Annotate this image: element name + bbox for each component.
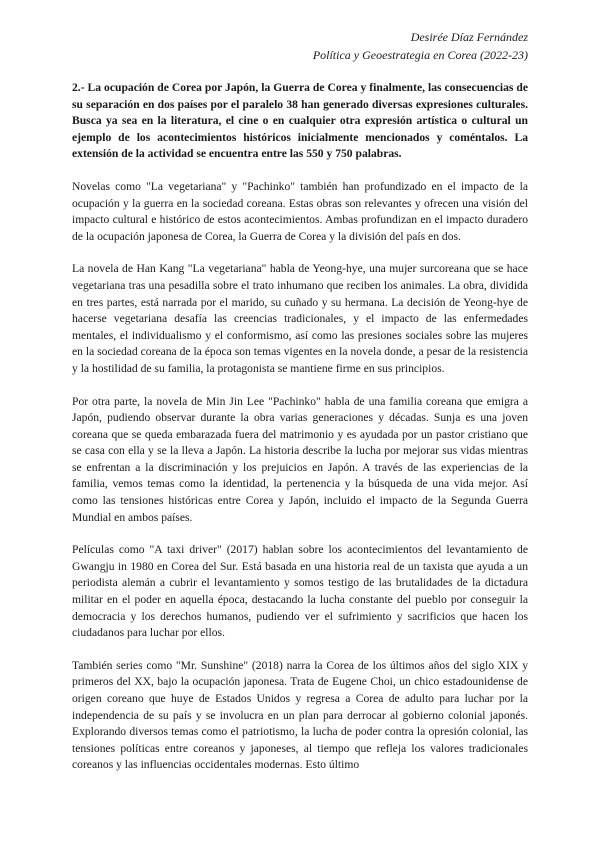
author-name: Desirée Díaz Fernández — [410, 30, 528, 44]
paragraph-intro: Novelas como "La vegetariana" y "Pachinko" también han profundizado en el impacto de la ocupación y la guerra en la sociedad coreana. Estas obras son relevantes y ofrecen una visión del impacto cultural e histórico de estos acontecimientos. Ambas profundizan en el impacto duradero de la ocupación japonesa de Corea, la Guerra de Corea y la división del país en dos. — [72, 179, 528, 243]
course-title: Política y Geoestrategia en Corea (2022-23) — [312, 48, 528, 62]
page-header — [72, 28, 528, 64]
assignment-question: 2.- La ocupación de Corea por Japón, la Guerra de Corea y finalmente, las consecuencias de su separación en dos países por el paralelo 38 han generado diversas expresiones culturales. Busca ya sea en la literatura, el cine o en cualquier otra expresión artística o cultural un ejemplo de los acontecimientos históricos inicialmente mencionados y coméntalos. La extensión de la actividad se encuentra entre las 550 y 750 palabras. — [72, 81, 528, 161]
paragraph-mr-sunshine: También series como "Mr. Sunshine" (2018) narra la Corea de los últimos años del siglo XIX y primeros del XX, bajo la ocupación japonesa. Trata de Eugene Choi, un chico estadounidense de origen coreano que huye de Estados Unidos y regresa a Corea de adulto para luchar por la independencia de su país y se involucra en un plan para derrocar al gobierno colonial japonés. Explorando diversos temas como el patriotismo, la lucha de poder contra la opresión colonial, las tensiones políticas entre coreanos y japoneses, al tiempo que refleja los valores tradicionales coreanos y las influencias occidentales modernas. Esto último — [72, 658, 528, 772]
paragraph-la-vegetariana: La novela de Han Kang "La vegetariana" habla de Yeong-hye, una mujer surcoreana que se hace vegetariana tras una pesadilla sobre el trato inhumano que reciben los animales. La obra, dividida en tres partes, está narrada por el marido, su cuñado y su hermana. La decisión de Yeong-hye de hacerse vegetariana desafía las creencias tradicionales, y el impacto de las enfermedades mentales, el individualismo y el conformismo, así como las presiones sociales sobre las mujeres en la sociedad coreana de la época son temas vigentes en la novela donde, a pesar de la resistencia y la hostilidad de su familia, la protagonista se mantiene firme en sus principios. — [72, 262, 528, 375]
paragraph-a-taxi-driver: Películas como "A taxi driver" (2017) hablan sobre los acontecimientos del levantamiento de Gwangju in 1980 en Corea del Sur. Está basada en una historia real de un taxista que ayuda a un periodista alemán a cubrir el levantamiento y somos testigo de las brutalidades de la dictadura militar en el poder en aquella época, destacando la lucha constante del pueblo por conseguir la democracia y los derechos humanos, pudiendo ver el sufrimiento y sacrificios que hacen los ciudadanos para luchar por ellos. — [72, 543, 528, 640]
paragraph-pachinko: Por otra parte, la novela de Min Jin Lee "Pachinko" habla de una familia coreana que emigra a Japón, pudiendo observar durante la obra varias generaciones y décadas. Sunja es una joven coreana que se queda embarazada fuera del matrimonio y es ayudada por un pastor cristiano que se casa con ella y se la lleva a Japón. La historia describe la lucha por mejorar sus vidas mientras se enfrentan a la discriminación y los prejuicios en Japón. A través de las experiencias de la familia, vemos temas como la identidad, la pertenencia y la búsqueda de una vida mejor. Así como las tensiones históricas entre Corea y Japón, incluido el impacto de la Segunda Guerra Mundial en ambos países. — [72, 394, 528, 524]
